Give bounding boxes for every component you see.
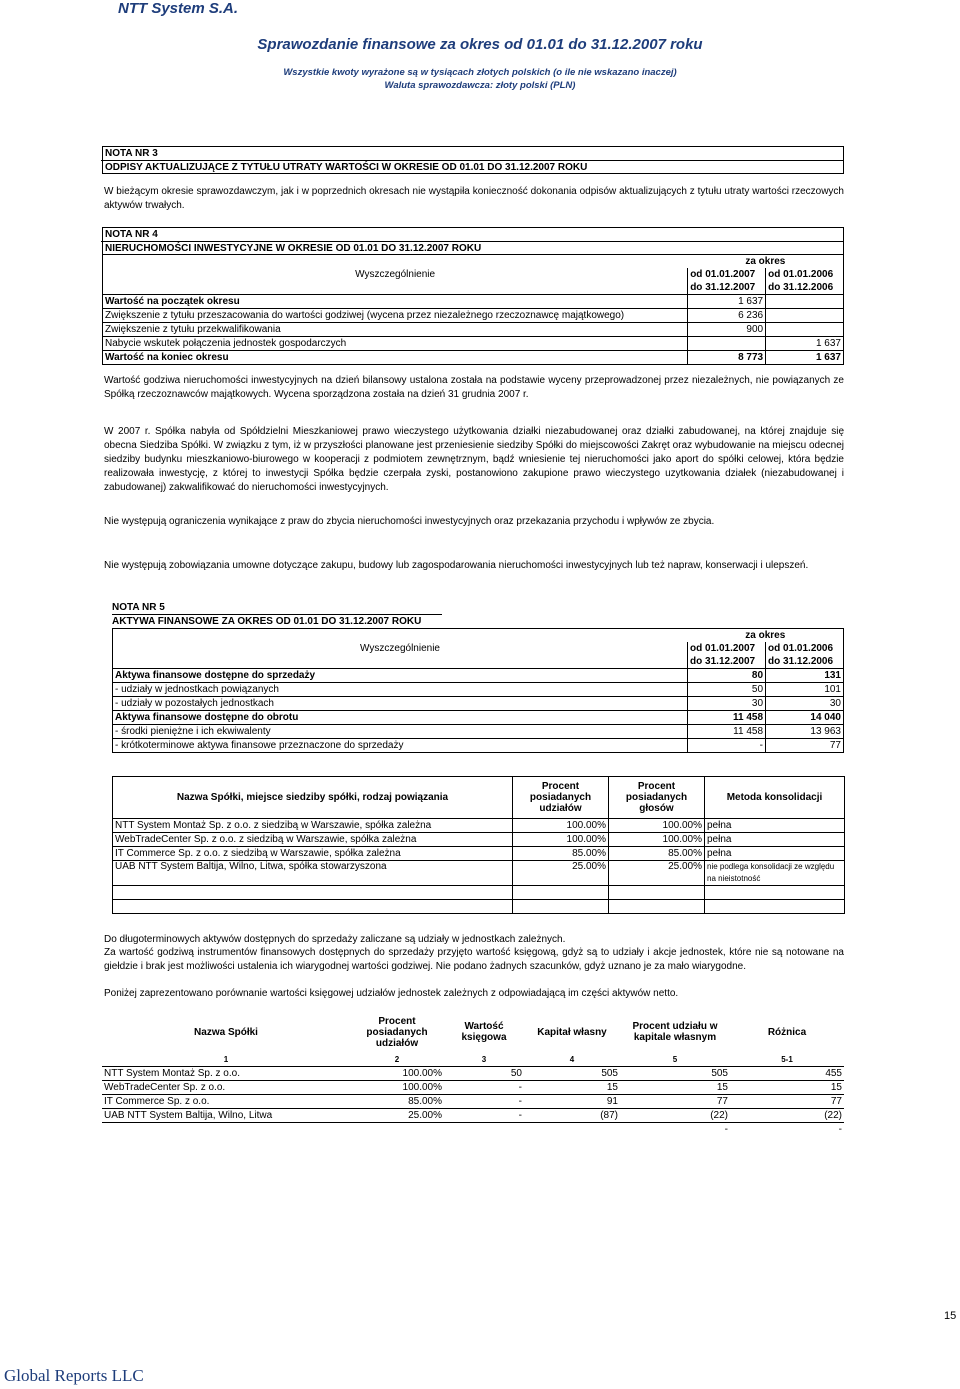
row-label: Aktywa finansowe dostępne do sprzedaży xyxy=(113,669,688,683)
table-row xyxy=(113,669,844,683)
note5-table xyxy=(112,628,844,753)
note5-col2-from: od 01.01.2006 xyxy=(766,642,844,655)
cmp-name: WebTradeCenter Sp. z o.o. xyxy=(102,1081,350,1095)
row-value-2006: 1 637 xyxy=(766,337,844,351)
note5-col1-from: od 01.01.2007 xyxy=(688,642,766,655)
row-value-2007: 900 xyxy=(688,323,766,337)
cmp-colnum: 5-1 xyxy=(730,1053,844,1067)
subs-method: pełna xyxy=(705,819,845,833)
row-value-2007: 50 xyxy=(688,683,766,697)
row-value-2006: 77 xyxy=(766,739,844,753)
note4-col2-to: do 31.12.2006 xyxy=(766,281,844,295)
note5-number: NOTA NR 5 xyxy=(112,602,165,613)
cmp-colnum: 4 xyxy=(524,1053,620,1067)
cmp-equity-share: (22) xyxy=(620,1109,730,1123)
note4-col1-to: do 31.12.2007 xyxy=(688,281,766,295)
row-value-2007: 11 458 xyxy=(688,725,766,739)
subs-votes: 100.00% xyxy=(609,819,705,833)
cmp-book-value: - xyxy=(444,1109,524,1123)
subs-shares: 100.00% xyxy=(513,819,609,833)
subs-method: pełna xyxy=(705,833,845,847)
row-value-2006: 14 040 xyxy=(766,711,844,725)
note4-col-label: Wyszczególnienie xyxy=(103,255,688,295)
table-row xyxy=(113,725,844,739)
cmp-book-value: - xyxy=(444,1095,524,1109)
note4-paragraph-obligations: Nie występują zobowiązania umowne dotyczące zakupu, budowy lub zagospodarowania nieruchomości inwestycyjnych lub też napraw, konserwacji i ulepszeń. xyxy=(104,560,809,571)
note4-paragraph-restrictions: Nie występują ograniczenia wynikające z praw do zbycia nieruchomości inwestycyjnych oraz przekazania przychodu i wpływów ze zbycia. xyxy=(104,516,715,527)
report-subtitle-currency: Waluta sprawozdawcza: złoty polski (PLN) xyxy=(384,80,576,91)
row-label: Aktywa finansowe dostępne do obrotu xyxy=(113,711,688,725)
cmp-difference: 77 xyxy=(730,1095,844,1109)
subs-name: NTT System Montaż Sp. z o.o. z siedzibą w Warszawie, spółka zależna xyxy=(113,819,513,833)
row-label: Zwiększenie z tytułu przeszacowania do wartości godziwej (wycena przez niezależnego rzeczoznawcę majątkowego) xyxy=(103,309,688,323)
cmp-header-book-value: Wartość księgowa xyxy=(461,1021,507,1043)
row-value-2007: 8 773 xyxy=(688,351,766,365)
comparison-table xyxy=(102,1011,844,1136)
note5-col1-to: do 31.12.2007 xyxy=(688,655,766,669)
row-label: - krótkoterminowe aktywa finansowe przeznaczone do sprzedaży xyxy=(113,739,688,753)
cmp-colnum: 2 xyxy=(350,1053,444,1067)
subs-shares: 25.00% xyxy=(513,861,609,886)
cmp-header-name: Nazwa Spółki xyxy=(194,1026,258,1038)
cmp-difference: (22) xyxy=(730,1109,844,1123)
cmp-equity-share: 505 xyxy=(620,1067,730,1081)
cmp-equity: (87) xyxy=(524,1109,620,1123)
table-row xyxy=(103,337,844,351)
note4-period-label: za okres xyxy=(688,255,844,268)
table-row xyxy=(113,683,844,697)
row-value-2006: 1 637 xyxy=(766,351,844,365)
note4-col2-from: od 01.01.2006 xyxy=(766,268,844,281)
row-label: - udziały w pozostałych jednostkach xyxy=(113,697,688,711)
table-row-empty xyxy=(113,900,845,914)
cmp-header-difference: Różnica xyxy=(767,1026,807,1038)
row-value-2007: 30 xyxy=(688,697,766,711)
note4-paragraph-acquisition: W 2007 r. Spółka nabyła od Spółdzielni Mieszkaniowej prawo wieczystego użytkowania działki niezabudowanej oraz działki zabudowanej, na której znajduje się obecna Siedziba Spółki. W związku z tym, iż w przyszłości planowane jest przeniesienie siedziby Spółki do miejscowości Zakręt oraz wybudowanie na miejscu odecnej siedziby budynku mieszkaniowo-biurowego w kooperacji z podmiotem zewnętrznym, bądź wniesienie tej nieruchomości jako aport do spółki celowej, która będzie realizowała inwestycję, z której to inwestycji Spółka będzie czerpała zyski, postanowiono zakupione prawo wieczystego uzytkowania działek (niezabudowanej i zabudowanej) zakwalifikować do nieruchomości inwestycyjnych. xyxy=(104,426,844,493)
note4-paragraph-valuation: Wartość godziwa nieruchomości inwestycyjnych na dzień bilansowy ustalona została na podstawie wyceny przeprowadzonej przez niezależnych, nie powiązanych ze Spółką rzeczoznawców majątkowych. Wycena sporządzona została na dzień 31 grudnia 2007 r. xyxy=(104,375,844,400)
page-number: 15 xyxy=(944,1310,957,1322)
table-row xyxy=(103,295,844,309)
row-value-2006: 131 xyxy=(766,669,844,683)
row-value-2007 xyxy=(688,337,766,351)
note5-title: AKTYWA FINANSOWE ZA OKRES OD 01.01 DO 31.12.2007 ROKU xyxy=(112,614,442,628)
note4-header xyxy=(102,227,844,255)
row-value-2006: 30 xyxy=(766,697,844,711)
cmp-difference: 15 xyxy=(730,1081,844,1095)
cmp-colnum: 5 xyxy=(620,1053,730,1067)
subs-name: IT Commerce Sp. z o.o. z siedzibą w Warszawie, spółka zależna xyxy=(113,847,513,861)
table-row-empty xyxy=(113,886,845,900)
subs-votes: 25.00% xyxy=(609,861,705,886)
cmp-equity-share: 77 xyxy=(620,1095,730,1109)
subsidiaries-table xyxy=(112,776,845,914)
note4-number: NOTA NR 4 xyxy=(105,229,158,240)
table-row xyxy=(102,1067,844,1081)
subs-method: nie podlega konsolidacji ze względu na nieistotność xyxy=(705,861,845,886)
row-value-2006 xyxy=(766,309,844,323)
row-label: Zwiększenie z tytułu przekwalifikowania xyxy=(103,323,688,337)
row-value-2007: 11 458 xyxy=(688,711,766,725)
cmp-total-difference: - xyxy=(838,1124,842,1135)
cmp-equity: 91 xyxy=(524,1095,620,1109)
table-row xyxy=(102,1109,844,1123)
row-label: Nabycie wskutek połączenia jednostek gospodarczych xyxy=(103,337,688,351)
cmp-book-value: - xyxy=(444,1081,524,1095)
table-row xyxy=(113,847,845,861)
text-fair-value: Za wartość godziwą instrumentów finansowych dostępnych do sprzedaży przyjęto wartość księgową, gdyż są to udziały i akcje jednostek, które nie są notowane na giełdzie i brak jest możliwości ustalenia ich wiarygodnej wartości godziwej. Nie podano żadnych szacunków, gdyż uznano je za mało wiarygodne. xyxy=(104,947,844,972)
cmp-equity: 505 xyxy=(524,1067,620,1081)
table-row xyxy=(113,819,845,833)
row-value-2007: 1 637 xyxy=(688,295,766,309)
report-title: Sprawozdanie finansowe za okres od 01.01 do 31.12.2007 roku xyxy=(257,36,703,53)
row-value-2007: - xyxy=(688,739,766,753)
subs-votes: 85.00% xyxy=(609,847,705,861)
text-longterm-assets: Do długoterminowych aktywów dostępnych do sprzedaży zaliczane są udziały w jednostkach zależnych. xyxy=(104,934,566,945)
note3-number: NOTA NR 3 xyxy=(105,148,158,159)
cmp-shares: 85.00% xyxy=(350,1095,444,1109)
cmp-difference: 455 xyxy=(730,1067,844,1081)
note3-title: ODPISY AKTUALIZUJĄCE Z TYTUŁU UTRATY WARTOŚCI W OKRESIE OD 01.01 DO 31.12.2007 ROKU xyxy=(101,160,843,174)
note5-col2-to: do 31.12.2006 xyxy=(766,655,844,669)
row-value-2006: 101 xyxy=(766,683,844,697)
note5-col-label: Wyszczególnienie xyxy=(113,629,688,669)
cmp-book-value: 50 xyxy=(444,1067,524,1081)
cmp-header-equity: Kapitał własny xyxy=(537,1026,607,1038)
subs-header-shares: Procent posiadanych udziałów xyxy=(513,777,609,819)
subs-shares: 85.00% xyxy=(513,847,609,861)
subs-name: WebTradeCenter Sp. z o.o. z siedzibą w Warszawie, spółka zależna xyxy=(113,833,513,847)
cmp-total-equity-share: - xyxy=(724,1124,728,1135)
cmp-shares: 100.00% xyxy=(350,1067,444,1081)
table-row xyxy=(102,1095,844,1109)
note5-header xyxy=(112,601,442,628)
cmp-colnum: 3 xyxy=(444,1053,524,1067)
table-row xyxy=(113,711,844,725)
cmp-name: IT Commerce Sp. z o.o. xyxy=(102,1095,350,1109)
text-comparison-intro: Poniżej zaprezentowano porównanie wartości księgowej udziałów jednostek zależnych z odpowiadającą im części aktywów netto. xyxy=(104,988,679,999)
subs-method: pełna xyxy=(705,847,845,861)
table-row xyxy=(113,861,845,886)
table-row xyxy=(103,309,844,323)
row-label: Wartość na początek okresu xyxy=(103,295,688,309)
note5-period-label: za okres xyxy=(688,629,844,643)
report-subtitle-amounts: Wszystkie kwoty wyrażone są w tysiącach złotych polskich (o ile nie wskazano inaczej) xyxy=(283,67,677,78)
note4-table xyxy=(102,255,844,365)
cmp-equity: 15 xyxy=(524,1081,620,1095)
subs-header-method: Metoda konsolidacji xyxy=(705,777,845,819)
note4-col1-from: od 01.01.2007 xyxy=(688,268,766,281)
row-value-2006 xyxy=(766,323,844,337)
subs-shares: 100.00% xyxy=(513,833,609,847)
table-row-total xyxy=(102,1123,844,1137)
subs-header-votes: Procent posiadanych głosów xyxy=(609,777,705,819)
table-row xyxy=(103,351,844,365)
cmp-equity-share: 15 xyxy=(620,1081,730,1095)
row-label: Wartość na koniec okresu xyxy=(103,351,688,365)
table-row xyxy=(113,739,844,753)
row-value-2006: 13 963 xyxy=(766,725,844,739)
row-value-2006 xyxy=(766,295,844,309)
table-row xyxy=(103,323,844,337)
cmp-shares: 25.00% xyxy=(350,1109,444,1123)
cmp-name: UAB NTT System Baltija, Wilno, Litwa xyxy=(102,1109,350,1123)
company-name: NTT System S.A. xyxy=(118,0,239,17)
cmp-colnum: 1 xyxy=(102,1053,350,1067)
subs-votes: 100.00% xyxy=(609,833,705,847)
table-row xyxy=(102,1081,844,1095)
footer-logo: Global Reports LLC xyxy=(4,1366,144,1385)
row-value-2007: 6 236 xyxy=(688,309,766,323)
subs-name: UAB NTT System Baltija, Wilno, Litwa, spółka stowarzyszona xyxy=(113,861,513,886)
cmp-name: NTT System Montaż Sp. z o.o. xyxy=(102,1067,350,1081)
table-row xyxy=(113,833,845,847)
note4-title: NIERUCHOMOŚCI INWESTYCYJNE W OKRESIE OD 01.01 DO 31.12.2007 ROKU xyxy=(101,241,843,255)
cmp-shares: 100.00% xyxy=(350,1081,444,1095)
subs-header-name: Nazwa Spółki, miejsce siedziby spółki, rodzaj powiązania xyxy=(113,777,513,819)
note3-text: W bieżącym okresie sprawozdawczym, jak i w poprzednich okresach nie wystąpiła konieczność dokonania odpisów aktualizujących z tytułu utraty wartości rzeczowych aktywów trwałych. xyxy=(104,186,844,211)
row-label: - udziały w jednostkach powiązanych xyxy=(113,683,688,697)
row-value-2007: 80 xyxy=(688,669,766,683)
note3-header xyxy=(102,146,844,174)
cmp-header-shares: Procent posiadanych udziałów xyxy=(366,1015,428,1049)
cmp-header-equity-share: Procent udziału w kapitale własnym xyxy=(632,1021,718,1043)
table-row xyxy=(113,697,844,711)
row-label: - środki pieniężne i ich ekwiwalenty xyxy=(113,725,688,739)
